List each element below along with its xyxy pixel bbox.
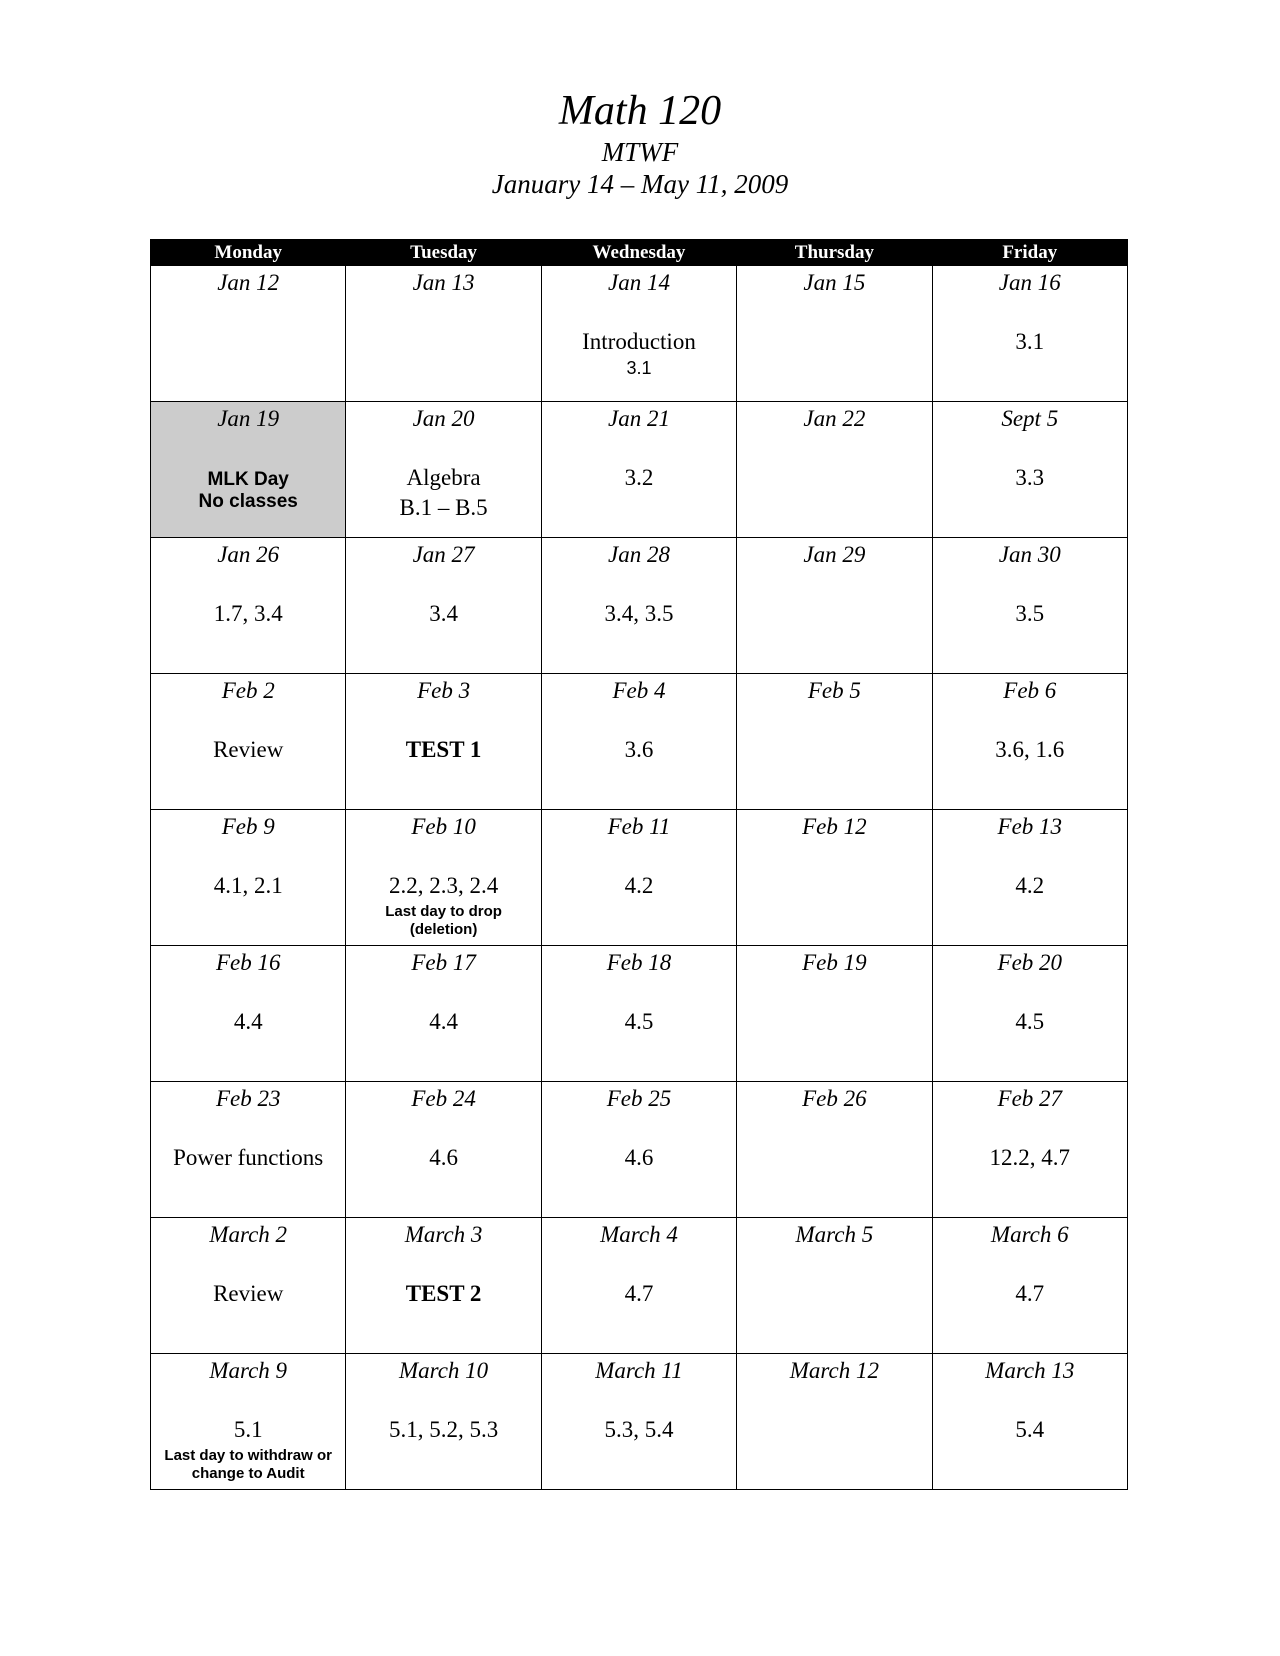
calendar-day-cell [541, 1354, 736, 1490]
day-date: Jan 29 [803, 542, 866, 567]
calendar-day-cell [932, 1218, 1127, 1354]
calendar-day-cell [737, 1082, 932, 1218]
meeting-days: MTWF [601, 137, 679, 167]
day-note-line: Last day to withdraw or [164, 1447, 332, 1464]
calendar-day-cell [932, 946, 1127, 1082]
day-topic [933, 599, 1127, 629]
day-date: Jan 30 [998, 542, 1061, 567]
day-date: Jan 27 [412, 542, 475, 567]
day-topic [933, 327, 1127, 357]
calendar-day-cell [346, 946, 541, 1082]
day-topic [542, 327, 736, 357]
calendar-day-cell [932, 674, 1127, 810]
day-date: March 10 [398, 1358, 489, 1383]
day-topic [542, 1415, 736, 1445]
day-date: Feb 4 [612, 678, 666, 703]
calendar-day-cell [151, 946, 346, 1082]
course-title: Math 120 [558, 88, 722, 134]
calendar-week-row [151, 266, 1128, 402]
day-topic-line: 12.2, 4.7 [989, 1145, 1071, 1170]
day-topic [151, 1279, 345, 1309]
calendar-day-cell [737, 538, 932, 674]
day-topic-line: 4.7 [624, 1281, 654, 1306]
day-topic-line: 1.7, 3.4 [213, 601, 283, 626]
day-date: March 11 [595, 1358, 683, 1383]
calendar-day-cell [346, 810, 541, 946]
document-header [0, 86, 1280, 200]
day-topic-line: 5.1, 5.2, 5.3 [388, 1417, 499, 1442]
calendar-day-cell [737, 1354, 932, 1490]
day-topic-line: 4.2 [624, 873, 654, 898]
day-topic [933, 1007, 1127, 1037]
day-date: Jan 20 [412, 406, 475, 431]
day-date: Jan 16 [998, 270, 1061, 295]
day-date: March 2 [209, 1222, 288, 1247]
day-date: Feb 20 [997, 950, 1063, 975]
day-topic-line: B.1 – B.5 [399, 495, 488, 520]
calendar-day-cell [541, 1082, 736, 1218]
calendar-day-cell [932, 810, 1127, 946]
day-date: Jan 22 [803, 406, 866, 431]
day-note-line: 3.1 [626, 358, 652, 378]
calendar-day-cell [151, 810, 346, 946]
column-header-friday: Friday [932, 240, 1127, 266]
day-topic [542, 599, 736, 629]
day-topic-line: 3.3 [1015, 465, 1045, 490]
day-topic [933, 1415, 1127, 1445]
day-topic-line: 4.5 [624, 1009, 654, 1034]
calendar-week-row [151, 674, 1128, 810]
day-date: Sept 5 [1001, 406, 1059, 431]
day-topic-line: Review [213, 1281, 284, 1306]
day-topic [542, 735, 736, 765]
day-topic-line: 4.1, 2.1 [213, 873, 283, 898]
day-date: Feb 26 [802, 1086, 867, 1111]
calendar-day-cell [932, 1082, 1127, 1218]
day-topic-line: TEST 1 [405, 737, 482, 762]
day-date: March 13 [985, 1358, 1075, 1383]
calendar-day-cell [737, 1218, 932, 1354]
day-topic [933, 871, 1127, 901]
day-topic-line: 4.5 [1015, 1009, 1045, 1034]
day-topic-line: 4.6 [624, 1145, 654, 1170]
calendar-week-row [151, 810, 1128, 946]
day-note-line: change to Audit [191, 1465, 305, 1482]
day-date: Feb 12 [802, 814, 867, 839]
day-date: March 3 [404, 1222, 483, 1247]
day-topic [151, 1143, 345, 1173]
day-topic-line: Introduction [582, 329, 696, 354]
day-date: Feb 18 [606, 950, 672, 975]
calendar-day-cell [932, 402, 1127, 538]
day-topic-line: Review [213, 737, 284, 762]
day-date: Jan 19 [217, 406, 280, 431]
calendar-day-cell [932, 1354, 1127, 1490]
calendar-day-cell [541, 266, 736, 402]
calendar-day-cell [346, 402, 541, 538]
calendar-day-cell [737, 674, 932, 810]
day-topic-line: 4.6 [429, 1145, 458, 1170]
day-topic-line: 3.1 [1015, 329, 1045, 354]
day-date: Feb 25 [606, 1086, 672, 1111]
day-date: Feb 19 [802, 950, 867, 975]
calendar-day-cell [151, 538, 346, 674]
day-topic-line: 3.4, 3.5 [604, 601, 674, 626]
day-topic-line: 4.7 [1015, 1281, 1045, 1306]
day-note [542, 357, 736, 379]
day-topic [346, 463, 540, 523]
day-note-line: (deletion) [409, 921, 478, 938]
day-topic-line: 4.2 [1015, 873, 1045, 898]
day-date: March 4 [600, 1222, 678, 1247]
day-topic [151, 469, 345, 513]
day-date: Feb 9 [221, 814, 275, 839]
day-topic-line: TEST 2 [405, 1281, 482, 1306]
day-date: March 6 [990, 1222, 1069, 1247]
calendar-day-cell [151, 402, 346, 538]
day-topic [346, 735, 540, 765]
day-date: Feb 2 [221, 678, 275, 703]
schedule-calendar [150, 239, 1128, 1490]
calendar-week-row [151, 538, 1128, 674]
day-topic [346, 871, 540, 901]
calendar-day-cell [541, 674, 736, 810]
day-topic [933, 463, 1127, 493]
day-date: Jan 21 [607, 406, 670, 431]
day-date: Feb 11 [607, 814, 671, 839]
calendar-day-cell [151, 1354, 346, 1490]
day-topic [346, 1415, 540, 1445]
day-date: March 12 [789, 1358, 879, 1383]
calendar-day-cell [737, 402, 932, 538]
calendar-day-cell [541, 402, 736, 538]
day-topic-line: 3.6, 1.6 [995, 737, 1065, 762]
day-topic [542, 1143, 736, 1173]
calendar-day-cell [346, 1218, 541, 1354]
day-topic [933, 735, 1127, 765]
day-topic-line: 5.4 [1015, 1417, 1045, 1442]
calendar-day-cell [151, 674, 346, 810]
day-date: Jan 28 [607, 542, 670, 567]
calendar-week-row [151, 1082, 1128, 1218]
day-topic-line: 4.4 [233, 1009, 263, 1034]
day-note-line: Last day to drop [385, 903, 502, 920]
calendar-day-cell [346, 1082, 541, 1218]
calendar-day-cell [541, 1218, 736, 1354]
day-topic [542, 871, 736, 901]
calendar-day-cell [346, 1354, 541, 1490]
calendar-body [151, 266, 1128, 1490]
day-topic [151, 599, 345, 629]
day-date: March 5 [795, 1222, 874, 1247]
day-date: Jan 13 [412, 270, 475, 295]
day-topic-line: 3.5 [1015, 601, 1045, 626]
day-topic [542, 463, 736, 493]
day-topic [542, 1007, 736, 1037]
calendar-week-row [151, 1218, 1128, 1354]
day-note [346, 903, 540, 939]
calendar-day-cell [541, 946, 736, 1082]
day-topic [346, 599, 540, 629]
day-topic-line: 5.1 [233, 1417, 263, 1442]
day-topic-line: No classes [198, 491, 298, 512]
day-date: Feb 10 [411, 814, 476, 839]
day-topic [151, 1007, 345, 1037]
day-date: Feb 6 [1003, 678, 1057, 703]
day-date: Feb 3 [417, 678, 471, 703]
day-topic-line: 5.3, 5.4 [604, 1417, 674, 1442]
day-note [151, 1447, 345, 1483]
calendar-header-row [151, 240, 1128, 266]
calendar-day-cell [151, 1082, 346, 1218]
day-date: Feb 24 [411, 1086, 476, 1111]
day-date: Feb 27 [997, 1086, 1063, 1111]
column-header-wednesday: Wednesday [541, 240, 736, 266]
day-topic [346, 1143, 540, 1173]
calendar-day-cell [737, 810, 932, 946]
calendar-day-cell [151, 266, 346, 402]
day-topic [151, 735, 345, 765]
calendar-day-cell [346, 266, 541, 402]
day-topic [346, 1279, 540, 1309]
calendar-day-cell [346, 538, 541, 674]
day-topic-line: Power functions [173, 1145, 324, 1170]
calendar-week-row [151, 946, 1128, 1082]
day-date: Jan 14 [607, 270, 670, 295]
term-dates: January 14 – May 11, 2009 [491, 169, 789, 199]
calendar-day-cell [541, 538, 736, 674]
calendar-day-cell [737, 946, 932, 1082]
day-date: Jan 12 [217, 270, 280, 295]
day-topic-line: 2.2, 2.3, 2.4 [388, 873, 499, 898]
day-date: Feb 5 [807, 678, 861, 703]
calendar-day-cell [541, 810, 736, 946]
day-topic-line: 4.4 [429, 1009, 458, 1034]
day-topic-line: 3.4 [429, 601, 458, 626]
calendar-week-row [151, 1354, 1128, 1490]
day-topic [933, 1279, 1127, 1309]
day-date: Feb 16 [215, 950, 281, 975]
day-date: March 9 [209, 1358, 288, 1383]
day-date: Jan 15 [803, 270, 866, 295]
day-topic [933, 1143, 1127, 1173]
day-topic-line: 3.2 [624, 465, 654, 490]
day-topic [151, 1415, 345, 1445]
day-date: Feb 13 [997, 814, 1063, 839]
day-date: Feb 23 [215, 1086, 281, 1111]
column-header-monday: Monday [151, 240, 346, 266]
day-date: Feb 17 [411, 950, 476, 975]
calendar-day-cell [151, 1218, 346, 1354]
calendar-day-cell [932, 266, 1127, 402]
calendar-week-row [151, 402, 1128, 538]
day-topic [542, 1279, 736, 1309]
calendar-day-cell [932, 538, 1127, 674]
day-topic [151, 871, 345, 901]
day-topic [346, 1007, 540, 1037]
day-topic-line: 3.6 [624, 737, 654, 762]
day-topic-line: Algebra [406, 465, 481, 490]
calendar-day-cell [737, 266, 932, 402]
column-header-tuesday: Tuesday [346, 240, 541, 266]
calendar-day-cell [346, 674, 541, 810]
column-header-thursday: Thursday [737, 240, 932, 266]
day-topic-line: MLK Day [207, 469, 289, 490]
day-date: Jan 26 [217, 542, 280, 567]
